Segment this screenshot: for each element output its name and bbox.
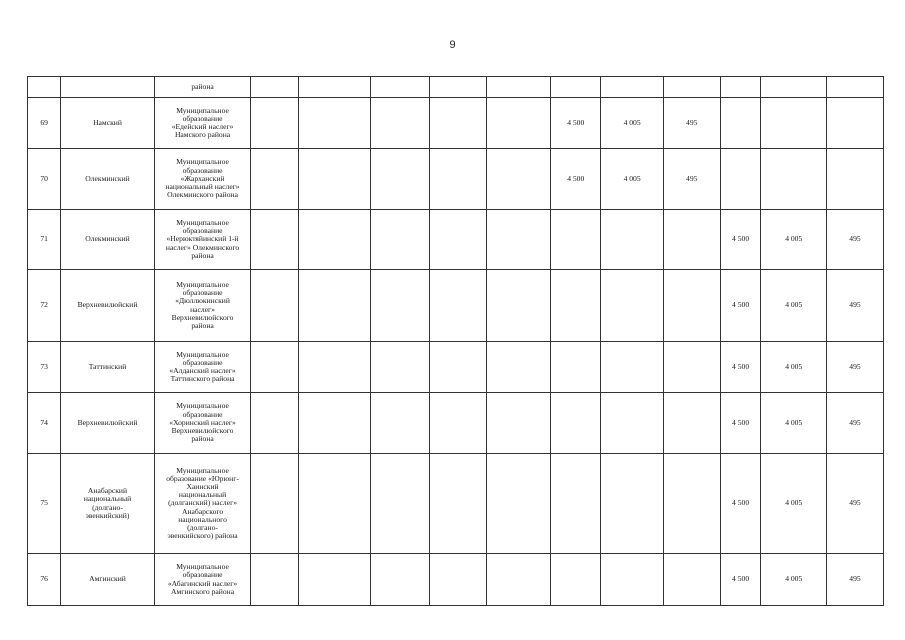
cell-empty [251, 98, 298, 149]
cell-value [551, 342, 601, 393]
cell-value: 4 500 [551, 149, 601, 210]
cell-empty [298, 454, 370, 554]
cell-empty [251, 210, 298, 270]
cell-value: 4 500 [720, 454, 761, 554]
page-number: 9 [449, 39, 456, 51]
cell-value: 4 500 [720, 270, 761, 342]
table-row [28, 393, 884, 454]
cell-description: Муниципальное образование «Хоринский наслег» Верхневилюйского района [154, 393, 251, 454]
cell-empty [429, 149, 486, 210]
cell-empty [486, 149, 550, 210]
cell-district: Намский [61, 98, 154, 149]
cell-empty [298, 210, 370, 270]
cell-value [761, 98, 827, 149]
cell-value [663, 454, 720, 554]
table-row [28, 149, 884, 210]
cell-empty [429, 98, 486, 149]
cell-empty [370, 77, 429, 98]
cell-num: 75 [28, 454, 61, 554]
cell-empty [298, 554, 370, 606]
cell-value: 495 [827, 554, 884, 606]
cell-value: 4 005 [601, 149, 663, 210]
cell-value [601, 342, 663, 393]
cell-value: 4 005 [761, 342, 827, 393]
cell-value [601, 554, 663, 606]
cell-empty [486, 393, 550, 454]
cell-empty [429, 77, 486, 98]
cell-empty [370, 393, 429, 454]
cell-num: 71 [28, 210, 61, 270]
cell-empty [429, 393, 486, 454]
cell-value [663, 210, 720, 270]
cell-description: района [154, 77, 251, 98]
cell-value: 495 [663, 98, 720, 149]
cell-value: 495 [827, 210, 884, 270]
cell-empty [486, 98, 550, 149]
cell-district: Таттинский [61, 342, 154, 393]
cell-district: Олекминский [61, 149, 154, 210]
cell-num [28, 77, 61, 98]
cell-num: 74 [28, 393, 61, 454]
cell-district [61, 77, 154, 98]
cell-description: Муниципальное образование «Алданский наслег» Таттинского района [154, 342, 251, 393]
table-row [28, 342, 884, 393]
cell-value: 495 [663, 149, 720, 210]
cell-value [601, 77, 663, 98]
cell-value [601, 270, 663, 342]
cell-value: 4 005 [761, 554, 827, 606]
cell-value [663, 393, 720, 454]
cell-empty [251, 554, 298, 606]
cell-empty [251, 342, 298, 393]
cell-value [827, 98, 884, 149]
cell-description: Муниципальное образование «Жарханский национальный наслег» Олекминского района [154, 149, 251, 210]
cell-value [827, 77, 884, 98]
cell-district: Верхневилюйский [61, 393, 154, 454]
cell-value [601, 454, 663, 554]
cell-empty [486, 454, 550, 554]
cell-description: Муниципальное образование «Абагинский наслег» Амгинского района [154, 554, 251, 606]
cell-value [720, 98, 761, 149]
cell-value [551, 393, 601, 454]
cell-description: Муниципальное образование «Юрюнг- Хаинский национальный (долганский) наслег» Анабарского национального (долгано- эвенкийского) района [154, 454, 251, 554]
cell-value [663, 342, 720, 393]
cell-empty [370, 149, 429, 210]
cell-empty [251, 270, 298, 342]
cell-empty [486, 210, 550, 270]
cell-value: 4 500 [720, 393, 761, 454]
table-row [28, 98, 884, 149]
cell-empty [370, 210, 429, 270]
cell-value: 4 005 [601, 98, 663, 149]
cell-empty [370, 454, 429, 554]
cell-empty [429, 270, 486, 342]
cell-num: 76 [28, 554, 61, 606]
cell-value: 4 005 [761, 454, 827, 554]
cell-value: 4 500 [720, 554, 761, 606]
cell-empty [298, 342, 370, 393]
cell-value: 4 005 [761, 270, 827, 342]
data-table [27, 76, 884, 606]
cell-empty [486, 77, 550, 98]
cell-empty [251, 454, 298, 554]
cell-empty [298, 270, 370, 342]
cell-value [551, 270, 601, 342]
cell-value: 495 [827, 393, 884, 454]
cell-value [761, 149, 827, 210]
table-row [28, 270, 884, 342]
cell-value [720, 149, 761, 210]
cell-value: 495 [827, 342, 884, 393]
cell-value: 495 [827, 454, 884, 554]
cell-empty [370, 98, 429, 149]
table-row [28, 454, 884, 554]
cell-value: 4 005 [761, 210, 827, 270]
cell-empty [486, 554, 550, 606]
cell-value [551, 77, 601, 98]
cell-value [720, 77, 761, 98]
cell-empty [429, 210, 486, 270]
cell-value [601, 393, 663, 454]
cell-empty [298, 77, 370, 98]
cell-value [601, 210, 663, 270]
cell-empty [429, 554, 486, 606]
cell-empty [251, 77, 298, 98]
cell-value [551, 454, 601, 554]
cell-value [827, 149, 884, 210]
cell-value [663, 270, 720, 342]
cell-num: 73 [28, 342, 61, 393]
table-body [28, 77, 884, 606]
cell-value: 4 500 [720, 342, 761, 393]
cell-empty [251, 393, 298, 454]
cell-empty [429, 342, 486, 393]
cell-value [551, 554, 601, 606]
cell-empty [298, 149, 370, 210]
cell-empty [486, 270, 550, 342]
cell-value: 4 500 [551, 98, 601, 149]
cell-description: Муниципальное образование «Едейский наслег» Намского района [154, 98, 251, 149]
cell-district: Анабарский национальный (долгано- эвенкийский) [61, 454, 154, 554]
cell-empty [429, 454, 486, 554]
cell-value [551, 210, 601, 270]
cell-value: 4 005 [761, 393, 827, 454]
cell-value [663, 554, 720, 606]
cell-district: Верхневилюйский [61, 270, 154, 342]
cell-num: 70 [28, 149, 61, 210]
cell-empty [298, 393, 370, 454]
table-row [28, 554, 884, 606]
cell-num: 72 [28, 270, 61, 342]
table-row-continued [28, 77, 884, 98]
cell-value [761, 77, 827, 98]
cell-empty [251, 149, 298, 210]
cell-district: Олекминский [61, 210, 154, 270]
cell-description: Муниципальное образование «Нерюктяйинский 1-й наслег» Олекминского района [154, 210, 251, 270]
cell-empty [486, 342, 550, 393]
table-row [28, 210, 884, 270]
cell-empty [370, 342, 429, 393]
cell-empty [370, 554, 429, 606]
cell-value [663, 77, 720, 98]
cell-empty [298, 98, 370, 149]
cell-district: Амгинский [61, 554, 154, 606]
cell-value: 4 500 [720, 210, 761, 270]
cell-num: 69 [28, 98, 61, 149]
cell-value: 495 [827, 270, 884, 342]
cell-empty [370, 270, 429, 342]
cell-description: Муниципальное образование «Дюллюкинский наслег» Верхневилюйского района [154, 270, 251, 342]
